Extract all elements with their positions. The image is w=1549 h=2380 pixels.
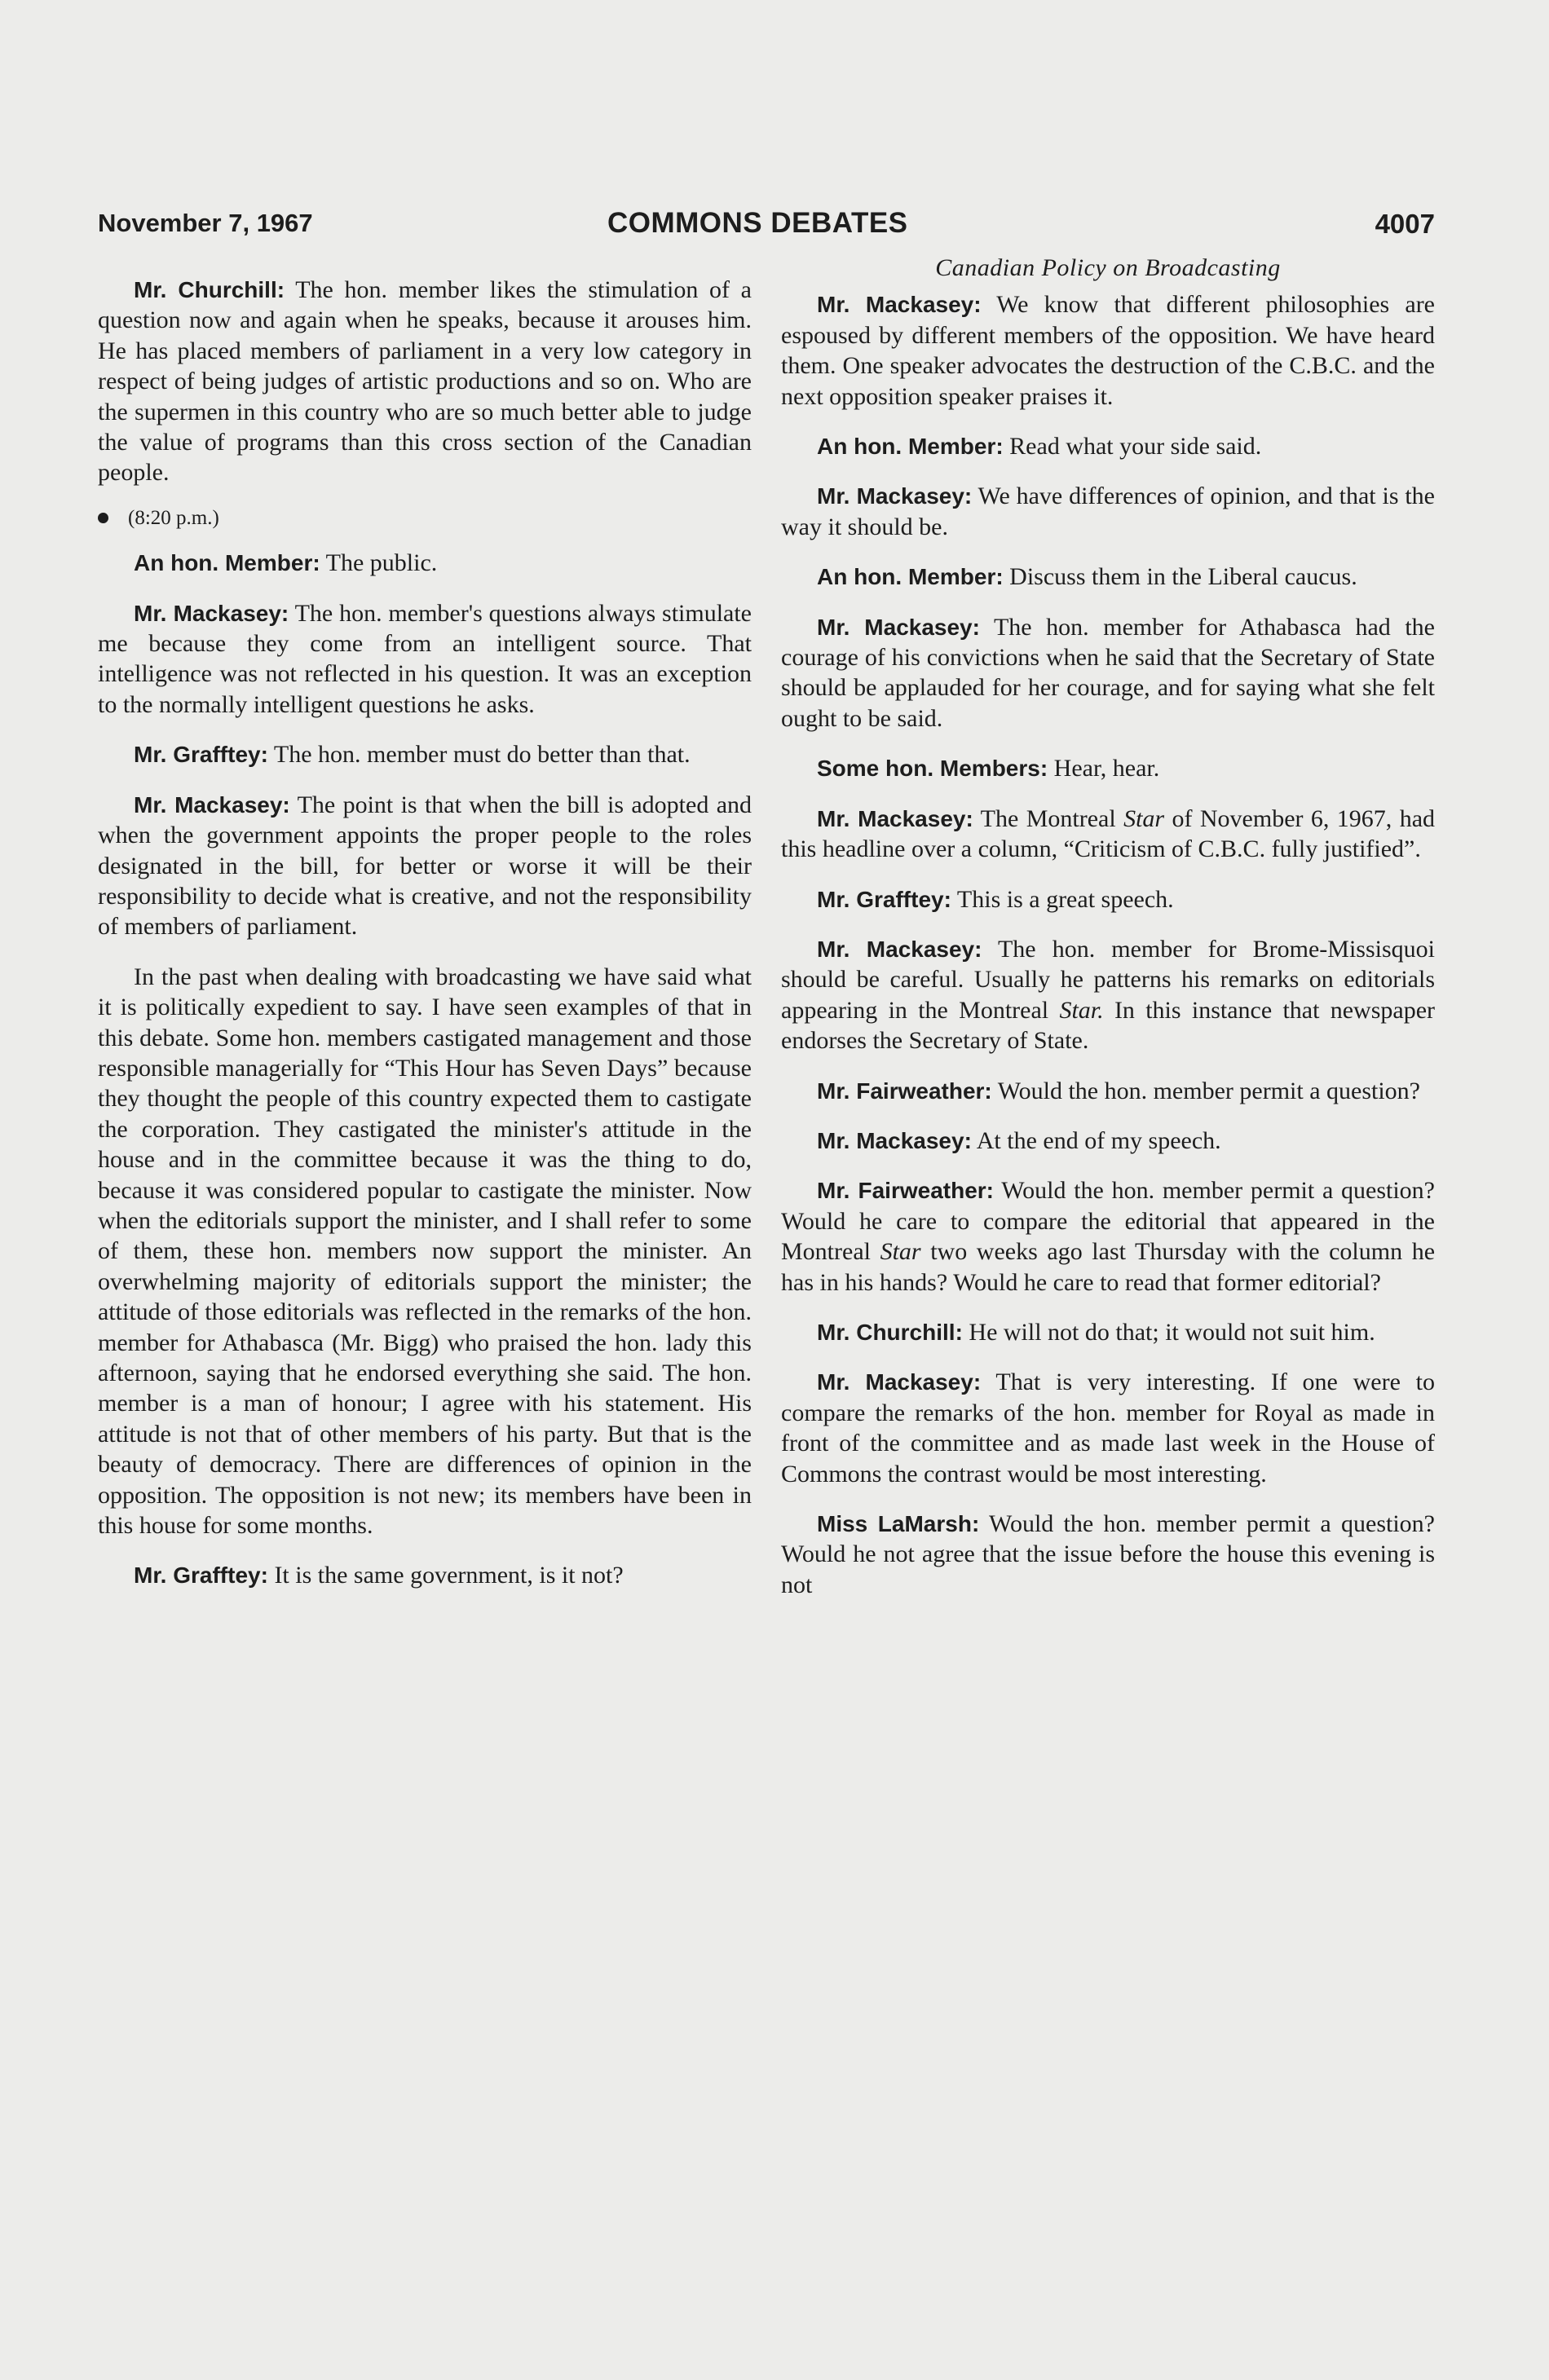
- paragraph: [781, 753, 1435, 783]
- header-title: COMMONS DEBATES: [607, 207, 908, 239]
- speech-text: Hear, hear.: [1053, 755, 1160, 782]
- paragraph: [781, 804, 1435, 865]
- paragraph: [98, 275, 752, 488]
- paragraph: [781, 1175, 1435, 1298]
- speech-text: This is a great speech.: [956, 885, 1174, 913]
- newspaper-name: Star: [880, 1238, 921, 1266]
- speech-text: Would the hon. member permit a question?: [997, 1077, 1420, 1104]
- paragraph: [98, 790, 752, 942]
- speaker-name: An hon. Member:: [817, 564, 1004, 590]
- speech-text: The hon. member's questions always stimulate me because they come from an intelligent source. That intelligence was not reflected in his question. It was an exception to the normally intelligent questions he asks.: [98, 599, 752, 718]
- speech-text: In this instance that newspaper endorses the Secretary of State.: [781, 996, 1436, 1055]
- paragraph: [781, 612, 1435, 734]
- paragraph: [781, 1367, 1435, 1489]
- speech-text: We know that different philosophies are espoused by different members of the opposition. We have heard them. One speaker advocates the destruction of the C.B.C. and the next opposition speaker praises it.: [781, 291, 1435, 410]
- speaker-name: Mr. Mackasey:: [134, 600, 289, 626]
- speech-text: That is very interesting. If one were to compare the remarks of the hon. member for Royal as made in front of the committee and as made last week in the House of Commons the contrast would be most interesting.: [781, 1368, 1436, 1488]
- speech-text: two weeks ago last Thursday with the column he has in his hands? Would he care to read that former editorial?: [781, 1238, 1436, 1296]
- paragraph: [98, 739, 752, 769]
- speech-text: The hon. member likes the stimulation of a question now and again when he speaks, because it arouses him. He has placed members of parliament in a very low category in respect of being judges of artistic productions and so on. Who are the supermen in this country who are so much better able to judge the value of programs than this cross section of the Canadian people.: [98, 276, 752, 487]
- newspaper-name: Star: [1123, 804, 1165, 832]
- speaker-name: Mr. Churchill:: [817, 1319, 963, 1345]
- speech-text: Would the hon. member permit a question? Would he care to compare the editorial that appeared in the Montreal: [781, 1177, 1435, 1266]
- speaker-name: Mr. Grafftey:: [134, 742, 268, 768]
- speaker-name: Mr. Mackasey:: [817, 1127, 972, 1153]
- speaker-name: Mr. Grafftey:: [134, 1562, 268, 1589]
- right-column: [781, 254, 1436, 1620]
- speech-text: Read what your side said.: [1009, 433, 1262, 461]
- paragraph: [781, 934, 1435, 1056]
- speech-text: The Montreal: [980, 804, 1116, 832]
- speech-text: It is the same government, is it not?: [274, 1562, 624, 1589]
- paragraph: [781, 289, 1435, 412]
- speech-text: The point is that when the bill is adopted and when the government appoints the proper people to the roles designated in the bill, for better or worse it will be their responsibility to decide what is creative, and not the responsibility of members of parliament.: [98, 791, 752, 941]
- section-heading: Canadian Policy on Broadcasting: [935, 254, 1281, 281]
- speaker-name: Mr. Mackasey:: [817, 292, 982, 318]
- speaker-name: Miss LaMarsh:: [817, 1511, 980, 1536]
- speaker-name: Some hon. Members:: [817, 756, 1048, 782]
- paragraph: [781, 1317, 1435, 1347]
- speaker-name: Mr. Fairweather:: [817, 1178, 994, 1204]
- bullet-icon: [98, 513, 108, 523]
- speech-text: We have differences of opinion, and that is the way it should be.: [781, 483, 1435, 540]
- paragraph: [98, 598, 752, 721]
- paragraph: [98, 962, 752, 1541]
- speaker-name: Mr. Grafftey:: [817, 886, 951, 912]
- speaker-name: Mr. Fairweather:: [817, 1078, 992, 1104]
- speech-text: of November 6, 1967, had this headline over a column, “Criticism of C.B.C. fully justified”.: [781, 804, 1436, 863]
- speaker-name: An hon. Member:: [134, 550, 320, 576]
- speaker-name: Mr. Mackasey:: [817, 936, 982, 962]
- page-number: 4007: [1375, 209, 1435, 239]
- paragraph: [781, 1509, 1435, 1600]
- newspaper-name: Star.: [1059, 996, 1104, 1024]
- speech-text: The hon. member for Athabasca had the courage of his convictions when he said that the Secretary of State should be applauded for her courage, and for saying what she felt ought to be said.: [781, 613, 1435, 732]
- paragraph: [781, 884, 1435, 915]
- timestamp: (8:20 p.m.): [128, 506, 219, 529]
- speaker-name: An hon. Member:: [817, 434, 1004, 460]
- speaker-name: Mr. Mackasey:: [817, 1369, 982, 1395]
- speech-text: The hon. member for Brome-Missisquoi should be careful. Usually he patterns his remarks on editorials appearing in the Montreal: [781, 935, 1435, 1024]
- header-date: November 7, 1967: [98, 209, 313, 237]
- page-header: [98, 209, 1435, 249]
- paragraph: [781, 562, 1435, 592]
- paragraph: [781, 1126, 1435, 1156]
- paragraph: [781, 431, 1435, 461]
- speech-text: Would the hon. member permit a question? Would he not agree that the issue before the house this evening is not: [781, 1510, 1435, 1598]
- paragraph: [98, 548, 752, 578]
- speaker-name: Mr. Mackasey:: [134, 791, 290, 818]
- paragraph: [781, 1076, 1435, 1106]
- speech-text: At the end of my speech.: [976, 1126, 1221, 1154]
- speech-text: Discuss them in the Liberal caucus.: [1009, 563, 1357, 591]
- speech-text: The public.: [325, 549, 438, 577]
- speaker-name: Mr. Mackasey:: [817, 483, 973, 509]
- speech-text: In the past when dealing with broadcasting we have said what it is politically expedient to say. I have seen examples of that in this debate. Some hon. members castigated management and those responsible managerially for “This Hour has Seven Days” because they thought the people of this country expected them to castigate the corporation. They castigated the minister's attitude in the house and in the committee because it was the thing to do, because it was considered popular to castigate the minister. Now when the editorials support the minister, and I shall refer to some of them, these hon. members now support the minister. An overwhelming majority of editorials support the minister; the attitude of those editorials was reflected in the remarks of the hon. member for Athabasca (Mr. Bigg) who praised the hon. lady this afternoon, saying that he endorsed everything she said. The hon. member is a man of honour; I agree with his statement. His attitude is not that of other members of his party. But that is the beauty of democracy. There are differences of opinion in the opposition. The opposition is not new; its members have been in this house for some months.: [98, 963, 752, 1540]
- timestamp-line: [98, 503, 752, 533]
- speaker-name: Mr. Churchill:: [134, 277, 285, 302]
- paragraph: [781, 481, 1435, 542]
- speaker-name: Mr. Mackasey:: [817, 805, 973, 831]
- left-column: [98, 275, 752, 1611]
- speech-text: The hon. member must do better than that.: [273, 741, 691, 769]
- speech-text: He will not do that; it would not suit him.: [969, 1318, 1375, 1346]
- speaker-name: Mr. Mackasey:: [817, 614, 980, 640]
- paragraph: [98, 1560, 752, 1590]
